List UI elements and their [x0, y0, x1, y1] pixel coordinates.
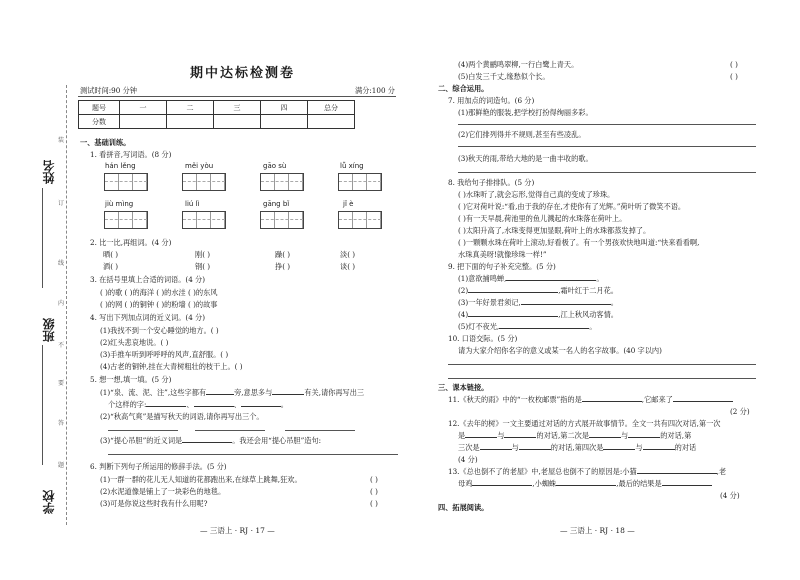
question-6: 6. 判断下列句子所运用的修辞手法。(5 分)	[90, 462, 227, 471]
pinyin: jiù mìng	[105, 200, 134, 208]
binding-mark: 内	[58, 300, 65, 307]
section-4-heading: 四、拓展阅读。	[438, 503, 489, 512]
answer-blank[interactable]	[499, 328, 589, 329]
poem-item	[458, 286, 618, 295]
score-table	[78, 100, 355, 129]
answer-blank[interactable]	[241, 406, 281, 407]
q12-text: 的对话,第二次是	[536, 431, 590, 440]
question-10: 10. 口语交际。(5 分)	[448, 334, 518, 343]
q11-text: ,它邮来了	[641, 395, 673, 404]
q13-text: 13.《总也倒不了的老屋》中,老屋总也倒不了的原因是:小猫	[448, 467, 637, 476]
answer-blank[interactable]	[628, 437, 660, 438]
pinyin: liú lì	[185, 200, 200, 208]
synonym-item[interactable]: (1)我找不到一个安心睡觉的地方。( )	[100, 326, 219, 335]
binding-mark: 题	[58, 462, 65, 469]
order-item-tail: 水珠真美呀!就像珍珠一样!”	[458, 250, 547, 259]
answer-line[interactable]	[448, 364, 756, 365]
answer-paren[interactable]: ( )	[370, 487, 378, 496]
q12-text: 与	[635, 443, 643, 452]
compare-item: 刚( )	[195, 250, 211, 259]
compare-item: 挣( )	[275, 262, 291, 271]
section-3-heading: 三、课本链接。	[438, 383, 489, 392]
answer-blank[interactable]	[556, 485, 616, 486]
answer-blank[interactable]	[194, 406, 234, 407]
character-box[interactable]	[338, 173, 382, 191]
answer-blank[interactable]	[272, 394, 304, 395]
q5-text: 有关,请你再写出三	[304, 388, 365, 397]
answer-blank[interactable]	[468, 292, 558, 293]
binding-mark: 装	[58, 137, 65, 144]
binding-mark: 线	[58, 260, 65, 267]
poem-text: 江上秋风动客情。	[560, 310, 618, 319]
character-box[interactable]	[260, 173, 304, 191]
poem-text: (2)	[458, 286, 469, 295]
answer-blank[interactable]	[472, 485, 532, 486]
question-4: 4. 写出下列加点词的近义词。(4 分)	[90, 313, 206, 322]
q5-text: 。我还会用“提心吊胆”造句:	[232, 436, 322, 445]
answer-blank[interactable]	[468, 316, 558, 317]
order-item[interactable]: ( )太阳升高了,水珠变得更加显眼,荷叶上的水珠都蒸发掉了。	[458, 226, 651, 235]
synonym-item[interactable]: (2)红头悲哀地说。( )	[100, 338, 169, 347]
character-box[interactable]	[104, 211, 148, 229]
score-label-cell: 分数	[79, 115, 120, 129]
answer-blank[interactable]	[519, 449, 551, 450]
answer-blank[interactable]	[480, 449, 512, 450]
answer-blank[interactable]	[146, 406, 186, 407]
q5-part3	[100, 436, 321, 445]
answer-paren[interactable]: ( )	[730, 72, 738, 81]
answer-line[interactable]	[195, 430, 265, 431]
order-item[interactable]: ( )水珠听了,就会忘形,觉得自己真的变成了珍珠。	[458, 190, 615, 199]
answer-blank[interactable]	[662, 485, 712, 486]
q12-score: (4 分)	[458, 455, 478, 464]
answer-blank[interactable]	[643, 449, 675, 450]
order-item[interactable]: ( )它对荷叶说:“看,由于我的存在,才使你有了光辉。”荷叶听了微笑不语。	[458, 202, 686, 211]
q12-line2	[458, 431, 691, 440]
compare-item: 钢( )	[195, 262, 211, 271]
pinyin: gāng bǐ	[263, 200, 290, 208]
q5-text: 个这样的字:	[108, 400, 147, 409]
score-header-cell: 四	[261, 101, 308, 115]
rhetoric-item: (4)两个黄鹂鸣翠柳,一行白鹭上青天。	[458, 60, 579, 69]
answer-blank[interactable]	[521, 304, 611, 305]
answer-line[interactable]	[458, 124, 756, 125]
compare-item: 躁( )	[275, 250, 291, 259]
poem-text: (4)	[458, 310, 469, 319]
compare-item: 洒( )	[103, 262, 119, 271]
q12-text: 的对话	[674, 443, 697, 452]
score-header-cell: 二	[167, 101, 214, 115]
score-input-cell[interactable]	[167, 115, 214, 129]
pinyin: lǚ xíng	[340, 162, 364, 170]
answer-blank[interactable]	[589, 437, 621, 438]
question-8: 8. 我给句子排排队。(5 分)	[448, 178, 535, 187]
poem-text: (5)灯不夜光,	[458, 322, 500, 331]
binding-mark: 要	[58, 380, 65, 387]
rhetoric-item: (5)白发三千丈,缘愁似个长。	[458, 72, 550, 81]
answer-blank[interactable]	[206, 394, 234, 395]
question-9: 9. 把下面的句子补充完整。(5 分)	[448, 262, 556, 271]
header-rule	[78, 96, 396, 97]
rhetoric-item: (3)可是你说这些时我有什么用呢?	[100, 499, 208, 508]
q12-text: 三次是	[458, 443, 480, 452]
q5-part2: (2)“秋高气爽”是描写秋天的词语,请你再写出三个。	[100, 412, 264, 421]
fill-row[interactable]: ( )的网 ( )的铜钟 ( )的粉墙 ( )的故事	[100, 300, 218, 309]
question-13	[448, 467, 726, 476]
student-name-label: 姓名	[42, 160, 56, 184]
q12-text: 是	[458, 431, 466, 440]
score-input-cell[interactable]	[120, 115, 167, 129]
pinyin: gāo sù	[263, 162, 287, 170]
character-box[interactable]	[182, 211, 226, 229]
q13-score: (4 分)	[720, 491, 740, 500]
pinyin: hán lěng	[105, 162, 136, 170]
synonym-item[interactable]: (3)手推车听到呼呼呼的风声,直舒服。( )	[100, 350, 229, 359]
answer-line[interactable]	[285, 430, 355, 431]
section-2-heading: 二、综合运用。	[438, 84, 489, 93]
order-item[interactable]: ( )一颗颗水珠在荷叶上滚动,好看极了。有一个男孩欢快地叫道:“快来看看啊,	[458, 238, 700, 247]
q12-text: 与	[621, 431, 629, 440]
q13-text: ,老	[716, 467, 727, 476]
character-box[interactable]	[260, 211, 304, 229]
q12-line3	[458, 443, 696, 452]
poem-item: (3)一年好景君须记, 。	[458, 298, 618, 307]
question-12: 12.《去年的树》一文主要通过对话的方式展开故事情节。全文一共有四次对话,第一次	[448, 419, 721, 428]
full-score: 满分:100 分	[355, 86, 395, 95]
answer-blank[interactable]	[673, 401, 733, 402]
answer-blank[interactable]	[603, 449, 635, 450]
character-box[interactable]	[182, 173, 226, 191]
question-3: 3. 在括号里填上合适的词语。(4 分)	[90, 275, 206, 284]
school-label: 学校	[42, 490, 56, 514]
score-header-cell: 题号	[79, 101, 120, 115]
score-header-cell: 三	[214, 101, 261, 115]
poem-item: (4) ,江上秋风动客情。	[458, 310, 618, 319]
compare-item: 谈( )	[340, 262, 356, 271]
answer-blank[interactable]	[504, 437, 536, 438]
poem-item: (1)意欲捕鸣蝉, 。	[458, 274, 604, 283]
q12-text: 的对话,第四次是	[550, 443, 604, 452]
answer-line[interactable]	[108, 430, 178, 431]
answer-line[interactable]	[108, 454, 398, 455]
poem-item: (5)灯不夜光, 。	[458, 322, 597, 331]
q11-score: (2 分)	[730, 407, 750, 416]
fill-row[interactable]: ( )的歌 ( )的海洋 ( )的水洼 ( )的东风	[100, 288, 218, 297]
answer-blank[interactable]	[182, 442, 232, 443]
question-7: 7. 用加点的词造句。(6 分)	[448, 96, 535, 105]
q11-text: 11.《秋天的雨》中的“一枚枚邮票”指的是	[448, 395, 582, 404]
answer-blank[interactable]	[582, 401, 642, 402]
question-11	[448, 395, 733, 404]
q12-text: 与	[511, 443, 519, 452]
pinyin: měi yòu	[185, 162, 214, 170]
class-label: 班级	[42, 318, 56, 342]
score-input-cell[interactable]	[308, 115, 355, 129]
pinyin: jǐ è	[343, 200, 354, 208]
poem-text: (3)一年好景君须记,	[458, 298, 521, 307]
q5-text: (1)“泉、流、泥、注”,这些字都有	[100, 388, 207, 397]
answer-line[interactable]	[448, 378, 756, 379]
name-line	[42, 188, 43, 288]
binding-mark: 不	[58, 342, 65, 349]
character-box[interactable]	[338, 211, 382, 229]
q5-text: 旁,意思多与	[234, 388, 273, 397]
class-line	[42, 345, 43, 465]
q12-text: 与	[497, 431, 505, 440]
test-time: 测试时间:90 分钟	[80, 86, 137, 95]
answer-paren[interactable]: ( )	[730, 60, 738, 69]
page-footer-right: — 三语上 · RJ · 18 —	[560, 526, 635, 535]
q5-part1	[100, 388, 364, 397]
poem-text: ,霜叶红于二月花。	[558, 286, 618, 295]
sentence-item: (1)那鲜艳的服装,把学校打扮得绚丽多彩。	[458, 108, 593, 117]
compare-item: 晒( )	[103, 250, 119, 259]
answer-blank[interactable]	[465, 437, 497, 438]
poem-text: (1)意欲捕鸣蝉,	[458, 274, 507, 283]
answer-paren[interactable]: ( )	[370, 475, 378, 484]
question-5: 5. 想一想,填一填。(5 分)	[90, 375, 172, 384]
q13-text: ,最后的结果是	[616, 479, 662, 488]
page-footer-left: — 三语上 · RJ · 17 —	[200, 526, 275, 535]
score-input-cell[interactable]	[261, 115, 308, 129]
answer-line[interactable]	[458, 172, 756, 173]
score-input-cell[interactable]	[214, 115, 261, 129]
rhetoric-item: (1)一群一群的花儿无人知道的花都跑出来,在绿草上跳舞,狂欢。	[100, 475, 302, 484]
question-1: 1. 看拼音,写词语。(8 分)	[90, 150, 172, 159]
answer-blank[interactable]	[506, 280, 596, 281]
q12-text: 的对话,第	[660, 431, 692, 440]
answer-line[interactable]	[458, 146, 756, 147]
binding-mark: 订	[58, 200, 65, 207]
sentence-item: (3)秋天的雨,带给大地的是一曲丰收的歌。	[458, 154, 593, 163]
answer-blank[interactable]	[637, 473, 717, 474]
q13-line2	[458, 479, 712, 488]
q5-part1b: 个这样的字: 、 、 。	[108, 400, 288, 409]
sentence-item: (2)它们排列得并不规则,甚至有些凌乱。	[458, 130, 586, 139]
q13-text: 母鸡	[458, 479, 473, 488]
compare-item: 淡( )	[340, 250, 356, 259]
page-title: 期中达标检测卷	[190, 66, 296, 81]
character-box[interactable]	[104, 173, 148, 191]
score-header-cell: 一	[120, 101, 167, 115]
answer-paren[interactable]: ( )	[370, 499, 378, 508]
rhetoric-item: (2)水泥道像是铺上了一块彩色的地毯。	[100, 487, 226, 496]
order-item[interactable]: ( )有一天早晨,荷池里的鱼儿溅起的水珠落在荷叶上。	[458, 214, 627, 223]
q5-text: (3)“提心吊胆”的近义词是	[100, 436, 183, 445]
section-1-heading: 一、基础训练。	[80, 138, 131, 147]
q10-prompt: 请为大家介绍你名字的意义或某一名人的名字故事。(40 字以内)	[458, 346, 662, 355]
question-2: 2. 比一比,再组词。(4 分)	[90, 238, 172, 247]
binding-mark: 答	[58, 420, 65, 427]
q13-text: ,小蜘蛛	[532, 479, 557, 488]
synonym-item[interactable]: (4)古老的铜钟,挂在大青树粗壮的枝干上。( )	[100, 362, 243, 371]
score-header-cell: 总分	[308, 101, 355, 115]
binding-line	[66, 85, 67, 525]
